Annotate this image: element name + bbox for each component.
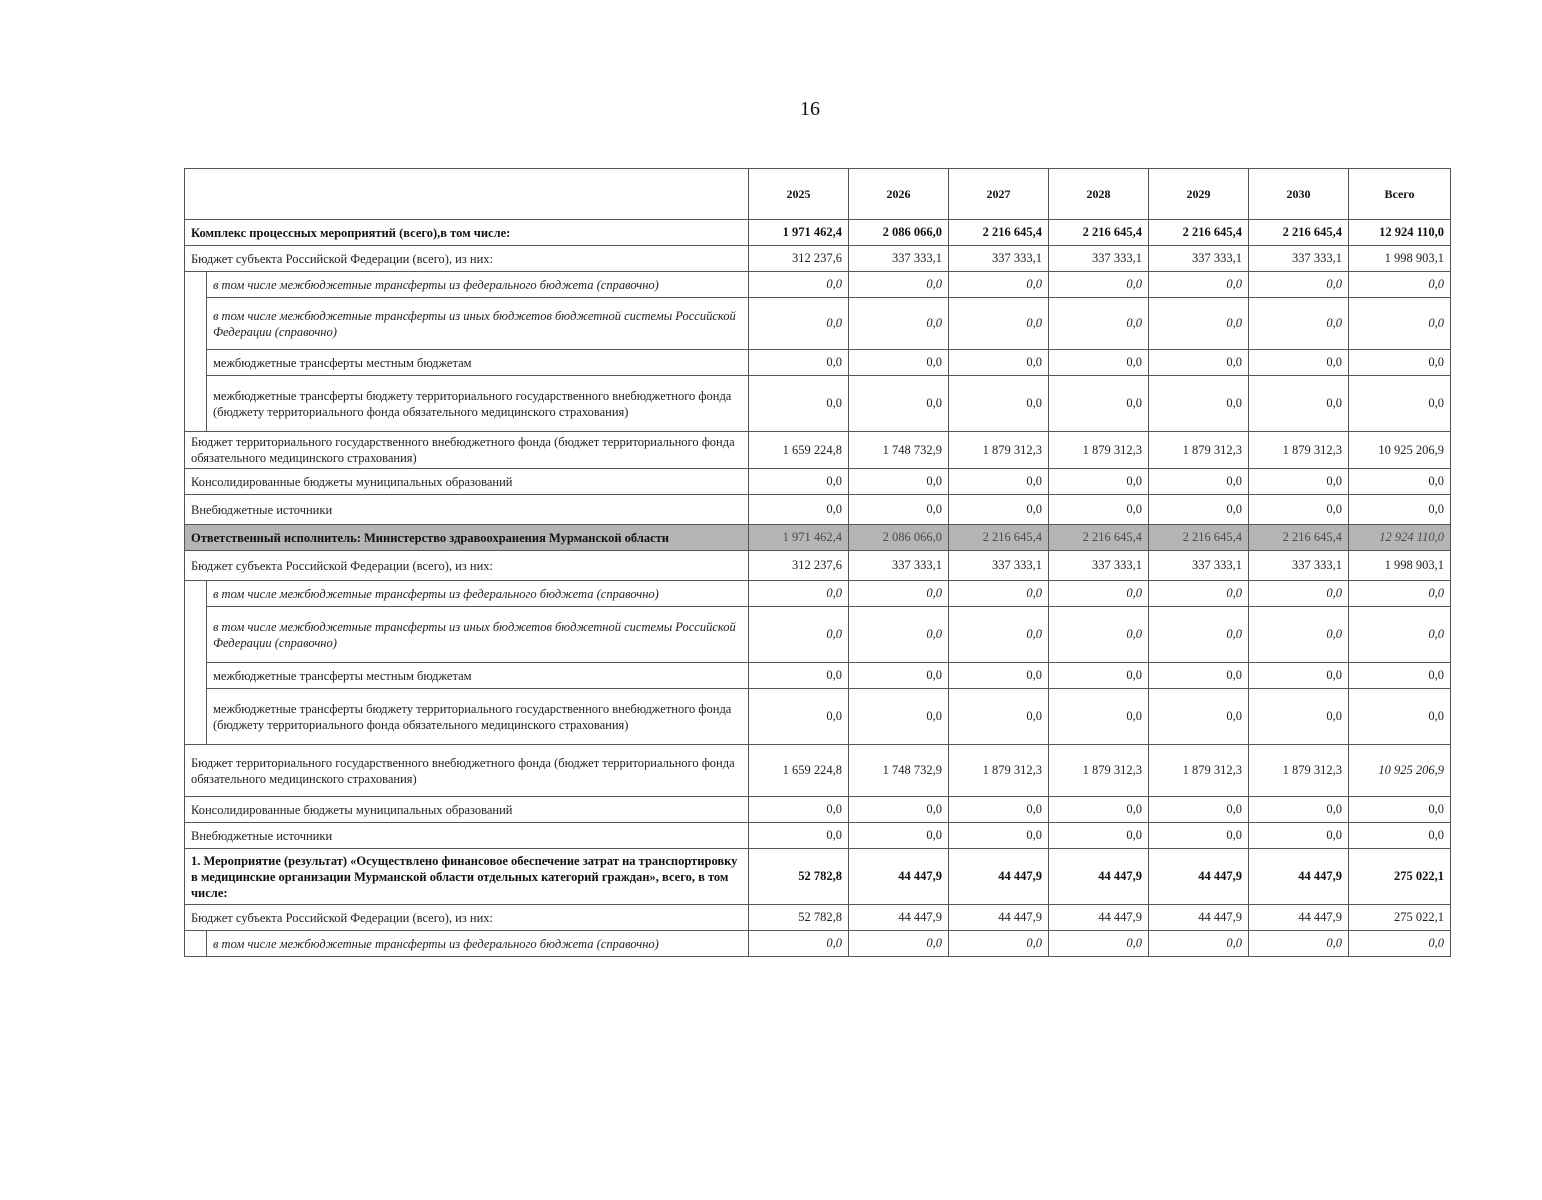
value-cell: 0,0: [1249, 689, 1349, 745]
value-cell: 44 447,9: [1049, 905, 1149, 931]
table-row-highlighted: [185, 525, 1451, 551]
value-cell: 44 447,9: [1249, 849, 1349, 905]
value-cell: 275 022,1: [1349, 905, 1451, 931]
row-label: 1. Мероприятие (результат) «Осуществлено финансовое обеспечение затрат на транспортировку в медицинские организации Мурманской области отдельных категорий граждан», всего, в том числе:: [185, 849, 749, 905]
row-label: Бюджет территориального государственного внебюджетного фонда (бюджет территориального фонда обязательного медицинского страхования): [185, 745, 749, 797]
row-label: Внебюджетные источники: [185, 495, 749, 525]
table-row: [185, 350, 1451, 376]
value-cell: 44 447,9: [849, 849, 949, 905]
value-cell: 0,0: [1149, 797, 1249, 823]
value-cell: 0,0: [849, 376, 949, 432]
table-row: [185, 376, 1451, 432]
value-cell: 0,0: [749, 469, 849, 495]
column-header: 2027: [949, 169, 1049, 220]
value-cell: 337 333,1: [1149, 551, 1249, 581]
value-cell: 0,0: [949, 469, 1049, 495]
value-cell: 0,0: [1249, 376, 1349, 432]
value-cell: 0,0: [1049, 495, 1149, 525]
value-cell: 0,0: [1049, 931, 1149, 957]
value-cell: 0,0: [1149, 376, 1249, 432]
row-label: Бюджет территориального государственного внебюджетного фонда (бюджет территориального фонда обязательного медицинского страхования): [185, 432, 749, 469]
indent-cell: [185, 931, 207, 957]
value-cell: 0,0: [849, 272, 949, 298]
table-row: [185, 905, 1451, 931]
value-cell: 0,0: [1249, 581, 1349, 607]
value-cell: 1 879 312,3: [1149, 745, 1249, 797]
table-row: [185, 607, 1451, 663]
row-label: межбюджетные трансферты местным бюджетам: [207, 350, 749, 376]
indent-cell: [185, 581, 207, 745]
value-cell: 1 971 462,4: [749, 220, 849, 246]
value-cell: 337 333,1: [1049, 246, 1149, 272]
value-cell: 12 924 110,0: [1349, 220, 1451, 246]
value-cell: 0,0: [1349, 495, 1451, 525]
value-cell: 0,0: [1349, 581, 1451, 607]
value-cell: 337 333,1: [849, 551, 949, 581]
value-cell: 52 782,8: [749, 905, 849, 931]
value-cell: 0,0: [1349, 689, 1451, 745]
value-cell: 0,0: [1049, 581, 1149, 607]
value-cell: 0,0: [1149, 298, 1249, 350]
value-cell: 0,0: [849, 823, 949, 849]
column-header: 2029: [1149, 169, 1249, 220]
value-cell: 1 879 312,3: [1249, 432, 1349, 469]
column-header: 2030: [1249, 169, 1349, 220]
value-cell: 0,0: [749, 823, 849, 849]
value-cell: 0,0: [749, 298, 849, 350]
value-cell: 312 237,6: [749, 551, 849, 581]
value-cell: 0,0: [749, 350, 849, 376]
value-cell: 0,0: [1349, 823, 1451, 849]
value-cell: 0,0: [1049, 689, 1149, 745]
value-cell: 0,0: [1049, 350, 1149, 376]
value-cell: 0,0: [1049, 823, 1149, 849]
value-cell: 44 447,9: [1049, 849, 1149, 905]
value-cell: 0,0: [1049, 376, 1149, 432]
value-cell: 0,0: [1149, 469, 1249, 495]
value-cell: 44 447,9: [849, 905, 949, 931]
value-cell: 0,0: [949, 823, 1049, 849]
row-label: Бюджет субъекта Российской Федерации (всего), из них:: [185, 246, 749, 272]
table-row: [185, 797, 1451, 823]
table-row: [185, 823, 1451, 849]
row-label: Комплекс процессных мероприятий (всего),в том числе:: [185, 220, 749, 246]
value-cell: 275 022,1: [1349, 849, 1451, 905]
row-label: в том числе межбюджетные трансферты из федерального бюджета (справочно): [207, 272, 749, 298]
value-cell: 337 333,1: [949, 246, 1049, 272]
value-cell: 0,0: [1249, 298, 1349, 350]
header-empty-cell: [185, 169, 749, 220]
value-cell: 0,0: [949, 350, 1049, 376]
value-cell: 0,0: [749, 272, 849, 298]
row-label: межбюджетные трансферты бюджету территориального государственного внебюджетного фонда (бюджету территориального фонда обязательного медицинского страхования): [207, 689, 749, 745]
table-row: [185, 469, 1451, 495]
value-cell: 0,0: [749, 797, 849, 823]
value-cell: 0,0: [1249, 663, 1349, 689]
value-cell: 1 879 312,3: [949, 432, 1049, 469]
column-header: 2026: [849, 169, 949, 220]
value-cell: 1 659 224,8: [749, 745, 849, 797]
value-cell: 0,0: [849, 797, 949, 823]
value-cell: 0,0: [1249, 823, 1349, 849]
table-row: [185, 551, 1451, 581]
row-label: межбюджетные трансферты местным бюджетам: [207, 663, 749, 689]
value-cell: 0,0: [1149, 581, 1249, 607]
value-cell: 0,0: [749, 663, 849, 689]
value-cell: 0,0: [1349, 376, 1451, 432]
value-cell: 10 925 206,9: [1349, 745, 1451, 797]
value-cell: 0,0: [949, 663, 1049, 689]
value-cell: 0,0: [749, 689, 849, 745]
value-cell: 0,0: [949, 607, 1049, 663]
table-row: [185, 849, 1451, 905]
value-cell: 0,0: [1149, 607, 1249, 663]
value-cell: 0,0: [849, 663, 949, 689]
value-cell: 2 086 066,0: [849, 220, 949, 246]
indent-cell: [185, 272, 207, 432]
row-label: Ответственный исполнитель: Министерство здравоохранения Мурманской области: [185, 525, 749, 551]
value-cell: 0,0: [949, 931, 1049, 957]
value-cell: 1 879 312,3: [1049, 745, 1149, 797]
value-cell: 1 748 732,9: [849, 432, 949, 469]
value-cell: 0,0: [1049, 469, 1149, 495]
value-cell: 0,0: [749, 495, 849, 525]
value-cell: 0,0: [949, 689, 1049, 745]
value-cell: 1 879 312,3: [1149, 432, 1249, 469]
value-cell: 0,0: [849, 689, 949, 745]
value-cell: 12 924 110,0: [1349, 525, 1451, 551]
value-cell: 0,0: [949, 272, 1049, 298]
value-cell: 337 333,1: [1249, 246, 1349, 272]
table-row: [185, 220, 1451, 246]
value-cell: 0,0: [1249, 495, 1349, 525]
value-cell: 10 925 206,9: [1349, 432, 1451, 469]
value-cell: 0,0: [1249, 931, 1349, 957]
value-cell: 0,0: [1049, 663, 1149, 689]
table-row: [185, 495, 1451, 525]
value-cell: 0,0: [1249, 607, 1349, 663]
column-header: 2028: [1049, 169, 1149, 220]
value-cell: 0,0: [949, 581, 1049, 607]
value-cell: 44 447,9: [1149, 905, 1249, 931]
row-label: в том числе межбюджетные трансферты из федерального бюджета (справочно): [207, 581, 749, 607]
table-row: [185, 689, 1451, 745]
value-cell: 1 879 312,3: [1049, 432, 1149, 469]
value-cell: 1 998 903,1: [1349, 551, 1451, 581]
value-cell: 0,0: [1349, 272, 1451, 298]
value-cell: 0,0: [1349, 350, 1451, 376]
value-cell: 2 216 645,4: [1249, 525, 1349, 551]
value-cell: 1 659 224,8: [749, 432, 849, 469]
table-row: [185, 745, 1451, 797]
table-row: [185, 298, 1451, 350]
value-cell: 1 971 462,4: [749, 525, 849, 551]
value-cell: 0,0: [1349, 663, 1451, 689]
table-row: [185, 663, 1451, 689]
budget-table: [184, 168, 1451, 957]
value-cell: 0,0: [1049, 797, 1149, 823]
value-cell: 312 237,6: [749, 246, 849, 272]
value-cell: 337 333,1: [949, 551, 1049, 581]
value-cell: 0,0: [1249, 350, 1349, 376]
value-cell: 337 333,1: [849, 246, 949, 272]
value-cell: 2 216 645,4: [949, 220, 1049, 246]
value-cell: 1 879 312,3: [1249, 745, 1349, 797]
value-cell: 0,0: [1149, 663, 1249, 689]
value-cell: 0,0: [1249, 272, 1349, 298]
table-row: [185, 432, 1451, 469]
value-cell: 337 333,1: [1249, 551, 1349, 581]
value-cell: 0,0: [1349, 931, 1451, 957]
page-number: 16: [800, 98, 820, 120]
value-cell: 0,0: [749, 931, 849, 957]
value-cell: 0,0: [949, 495, 1049, 525]
value-cell: 2 216 645,4: [1049, 220, 1149, 246]
value-cell: 2 216 645,4: [949, 525, 1049, 551]
value-cell: 1 998 903,1: [1349, 246, 1451, 272]
value-cell: 0,0: [849, 350, 949, 376]
value-cell: 337 333,1: [1149, 246, 1249, 272]
value-cell: 0,0: [749, 376, 849, 432]
value-cell: 0,0: [1149, 931, 1249, 957]
value-cell: 0,0: [1249, 797, 1349, 823]
row-label: межбюджетные трансферты бюджету территориального государственного внебюджетного фонда (бюджету территориального фонда обязательного медицинского страхования): [207, 376, 749, 432]
value-cell: 0,0: [1349, 607, 1451, 663]
value-cell: 0,0: [1049, 272, 1149, 298]
value-cell: 0,0: [1049, 298, 1149, 350]
table-row: [185, 272, 1451, 298]
value-cell: 0,0: [1349, 298, 1451, 350]
row-label: Консолидированные бюджеты муниципальных образований: [185, 469, 749, 495]
row-label: в том числе межбюджетные трансферты из иных бюджетов бюджетной системы Российской Федерации (справочно): [207, 298, 749, 350]
value-cell: 0,0: [1149, 350, 1249, 376]
row-label: Консолидированные бюджеты муниципальных образований: [185, 797, 749, 823]
value-cell: 0,0: [849, 298, 949, 350]
column-header: 2025: [749, 169, 849, 220]
value-cell: 2 216 645,4: [1249, 220, 1349, 246]
value-cell: 1 879 312,3: [949, 745, 1049, 797]
value-cell: 0,0: [1249, 469, 1349, 495]
value-cell: 0,0: [1149, 272, 1249, 298]
value-cell: 2 216 645,4: [1149, 525, 1249, 551]
value-cell: 2 216 645,4: [1149, 220, 1249, 246]
value-cell: 0,0: [849, 581, 949, 607]
value-cell: 0,0: [849, 495, 949, 525]
value-cell: 0,0: [1149, 495, 1249, 525]
value-cell: 0,0: [849, 607, 949, 663]
value-cell: 1 748 732,9: [849, 745, 949, 797]
row-label: в том числе межбюджетные трансферты из федерального бюджета (справочно): [207, 931, 749, 957]
value-cell: 0,0: [849, 931, 949, 957]
value-cell: 0,0: [749, 607, 849, 663]
value-cell: 52 782,8: [749, 849, 849, 905]
row-label: Внебюджетные источники: [185, 823, 749, 849]
value-cell: 0,0: [949, 797, 1049, 823]
value-cell: 0,0: [1149, 823, 1249, 849]
value-cell: 44 447,9: [949, 849, 1049, 905]
value-cell: 44 447,9: [949, 905, 1049, 931]
header-row: [185, 169, 1451, 220]
value-cell: 44 447,9: [1249, 905, 1349, 931]
value-cell: 0,0: [749, 581, 849, 607]
table-row: [185, 581, 1451, 607]
value-cell: 2 086 066,0: [849, 525, 949, 551]
value-cell: 337 333,1: [1049, 551, 1149, 581]
row-label: Бюджет субъекта Российской Федерации (всего), из них:: [185, 905, 749, 931]
table-row: [185, 931, 1451, 957]
value-cell: 0,0: [949, 376, 1049, 432]
value-cell: 0,0: [1349, 797, 1451, 823]
value-cell: 44 447,9: [1149, 849, 1249, 905]
value-cell: 0,0: [1149, 689, 1249, 745]
value-cell: 0,0: [1349, 469, 1451, 495]
value-cell: 0,0: [949, 298, 1049, 350]
table-row: [185, 246, 1451, 272]
row-label: Бюджет субъекта Российской Федерации (всего), из них:: [185, 551, 749, 581]
value-cell: 0,0: [849, 469, 949, 495]
row-label: в том числе межбюджетные трансферты из иных бюджетов бюджетной системы Российской Федерации (справочно): [207, 607, 749, 663]
column-header: Всего: [1349, 169, 1451, 220]
value-cell: 2 216 645,4: [1049, 525, 1149, 551]
value-cell: 0,0: [1049, 607, 1149, 663]
